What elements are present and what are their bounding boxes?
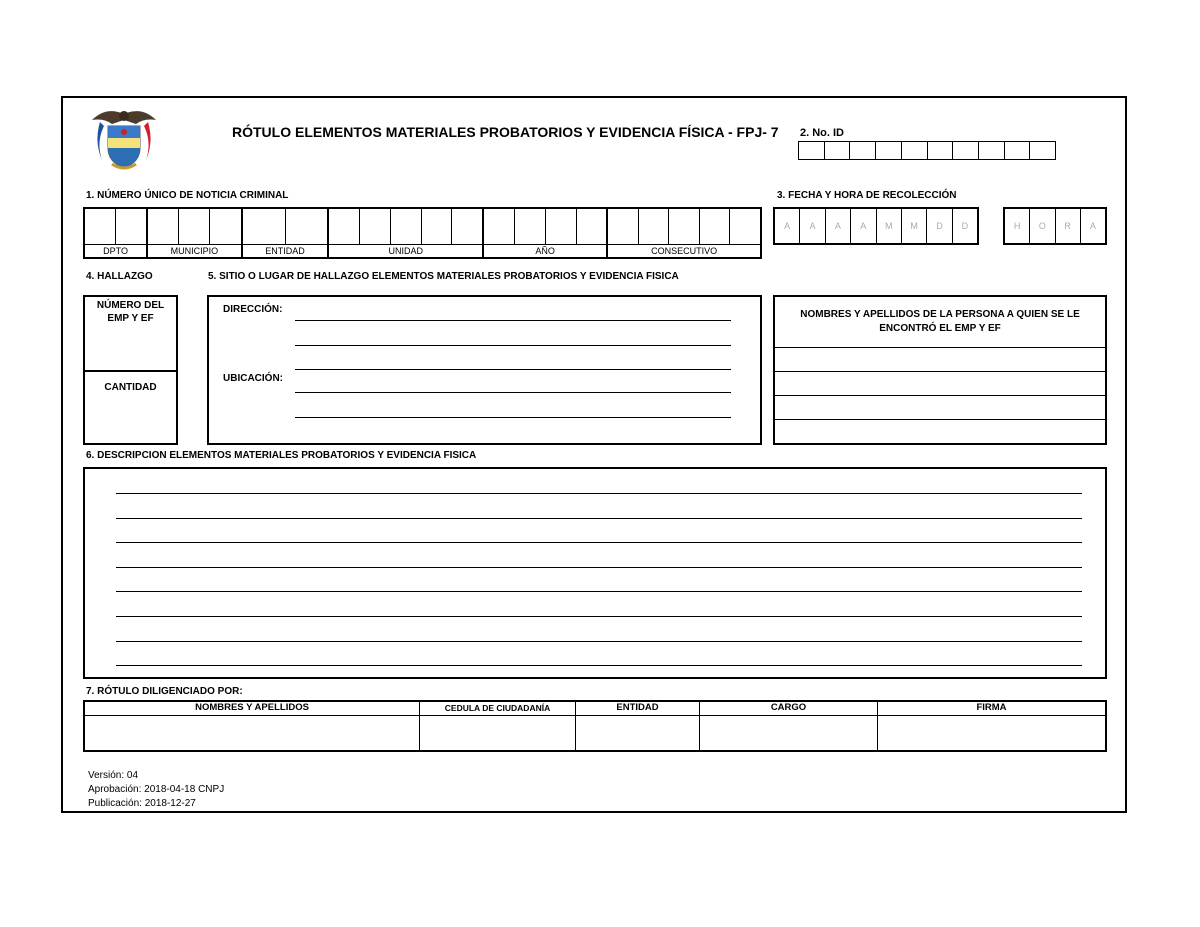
entidad-input[interactable]: [576, 716, 700, 751]
placeholder-cell[interactable]: M: [877, 209, 902, 243]
digit-cell[interactable]: [85, 209, 116, 244]
id-cell[interactable]: [1005, 142, 1031, 159]
ubicacion-label: UBICACIÓN:: [223, 373, 283, 384]
col-entidad: ENTIDAD: [576, 702, 700, 715]
direccion-line-2[interactable]: [295, 345, 731, 346]
cantidad-cell[interactable]: [85, 372, 176, 393]
persona-header: [775, 297, 1105, 348]
publicacion-text: Publicación: 2018-12-27: [88, 798, 196, 809]
digit-cell[interactable]: [286, 209, 328, 244]
digit-cell[interactable]: [179, 209, 210, 244]
id-cell[interactable]: [979, 142, 1005, 159]
id-cell[interactable]: [928, 142, 954, 159]
placeholder-cell[interactable]: A: [800, 209, 825, 243]
field-label: CONSECUTIVO: [651, 246, 718, 256]
col-firma: FIRMA: [976, 702, 1007, 713]
hora-input-grid[interactable]: [1003, 207, 1107, 245]
placeholder-cell[interactable]: A: [775, 209, 800, 243]
field-label: DPTO: [103, 246, 128, 256]
section3-label: 3. FECHA Y HORA DE RECOLECCIÓN: [777, 190, 957, 201]
id-cell[interactable]: [902, 142, 928, 159]
field-group-año: [482, 209, 606, 257]
digit-cell[interactable]: [422, 209, 453, 244]
id-cell[interactable]: [953, 142, 979, 159]
digit-cell[interactable]: [360, 209, 391, 244]
section6-label: 6. DESCRIPCION ELEMENTOS MATERIALES PROBATORIOS Y EVIDENCIA FISICA: [86, 450, 477, 461]
persona-row[interactable]: [775, 396, 1105, 420]
hallazgo-box: [83, 295, 178, 445]
id-cell[interactable]: [850, 142, 876, 159]
placeholder-cell[interactable]: D: [961, 221, 969, 231]
persona-row[interactable]: [775, 348, 1105, 372]
placeholder-cell[interactable]: M: [902, 209, 927, 243]
ubicacion-line-1[interactable]: [295, 392, 731, 393]
placeholder-cell[interactable]: A: [1089, 221, 1096, 231]
digit-cell[interactable]: [452, 209, 482, 244]
digit-cell[interactable]: [639, 209, 670, 244]
descripcion-line[interactable]: [116, 542, 1082, 543]
cantidad-label: CANTIDAD: [104, 382, 157, 393]
placeholder-cell[interactable]: D: [927, 209, 952, 243]
field-group-consecutivo: [606, 209, 760, 257]
descripcion-line[interactable]: [116, 518, 1082, 519]
field-group-municipio: [146, 209, 241, 257]
persona-label: NOMBRES Y APELLIDOS DE LA PERSONA A QUIEN SE LE ENCONTRÓ EL EMP Y EF: [800, 309, 1080, 334]
fecha-input-grid[interactable]: [773, 207, 979, 245]
digit-cell[interactable]: [700, 209, 731, 244]
aprobacion-text: Aprobación: 2018-04-18 CNPJ: [88, 784, 225, 795]
descripcion-line[interactable]: [116, 567, 1082, 568]
ubicacion-line-2[interactable]: [295, 417, 731, 418]
descripcion-line[interactable]: [116, 493, 1082, 494]
direccion-line-3[interactable]: [295, 369, 731, 370]
col-nombres: NOMBRES Y APELLIDOS: [85, 702, 420, 715]
field-label: ENTIDAD: [265, 246, 305, 256]
placeholder-cell[interactable]: A: [851, 209, 876, 243]
section5-label: 5. SITIO O LUGAR DE HALLAZGO ELEMENTOS MATERIALES PROBATORIOS Y EVIDENCIA FISICA: [208, 271, 679, 282]
digit-cell[interactable]: [669, 209, 700, 244]
id-cell[interactable]: [876, 142, 902, 159]
digit-cell[interactable]: [329, 209, 360, 244]
section4-label: 4. HALLAZGO: [86, 271, 153, 282]
id-label: 2. No. ID: [800, 127, 845, 139]
sitio-box: [207, 295, 762, 445]
persona-box: [773, 295, 1107, 445]
digit-cell[interactable]: [210, 209, 240, 244]
cedula-input[interactable]: [420, 716, 576, 751]
field-group-unidad: [327, 209, 482, 257]
footer-info: [88, 769, 224, 811]
digit-cell[interactable]: [243, 209, 286, 244]
descripcion-box: [83, 467, 1107, 679]
noticia-criminal-grid[interactable]: [83, 207, 762, 259]
descripcion-line[interactable]: [116, 641, 1082, 642]
digit-cell[interactable]: [577, 209, 607, 244]
field-label: UNIDAD: [388, 246, 424, 256]
descripcion-line[interactable]: [116, 665, 1082, 666]
col-cargo: CARGO: [700, 702, 878, 715]
table-row: [85, 716, 1105, 751]
digit-cell[interactable]: [515, 209, 546, 244]
field-label: AÑO: [535, 246, 555, 256]
id-cell[interactable]: [1030, 142, 1056, 159]
form-title: RÓTULO ELEMENTOS MATERIALES PROBATORIOS Y EVIDENCIA FÍSICA - FPJ- 7: [232, 124, 779, 140]
digit-cell[interactable]: [148, 209, 179, 244]
persona-row[interactable]: [775, 372, 1105, 396]
numero-emp-label: NÚMERO DEL EMP Y EF: [96, 300, 165, 324]
numero-emp-cell[interactable]: [85, 297, 176, 372]
section1-label: 1. NÚMERO ÚNICO DE NOTICIA CRIMINAL: [86, 190, 289, 201]
digit-cell[interactable]: [546, 209, 577, 244]
id-cell[interactable]: [799, 142, 825, 159]
descripcion-line[interactable]: [116, 616, 1082, 617]
digit-cell[interactable]: [116, 209, 146, 244]
diligenciado-table: [83, 700, 1107, 752]
placeholder-cell[interactable]: R: [1056, 209, 1081, 243]
field-group-dpto: [85, 209, 146, 257]
coat-of-arms-logo: [88, 102, 160, 174]
digit-cell[interactable]: [608, 209, 639, 244]
id-cell[interactable]: [825, 142, 851, 159]
direccion-label: DIRECCIÓN:: [223, 304, 283, 315]
placeholder-cell[interactable]: H: [1005, 209, 1030, 243]
digit-cell[interactable]: [484, 209, 515, 244]
descripcion-line[interactable]: [116, 591, 1082, 592]
cargo-input[interactable]: [700, 716, 878, 751]
firma-input[interactable]: [878, 716, 1105, 751]
table-header-row: [85, 702, 1105, 716]
nombres-input[interactable]: [85, 716, 420, 751]
placeholder-cell[interactable]: A: [826, 209, 851, 243]
section7-label: 7. RÓTULO DILIGENCIADO POR:: [86, 686, 243, 697]
field-label: MUNICIPIO: [170, 246, 219, 256]
field-group-entidad: [241, 209, 328, 257]
id-input-grid[interactable]: [798, 141, 1056, 160]
placeholder-cell[interactable]: O: [1030, 209, 1055, 243]
digit-cell[interactable]: [391, 209, 422, 244]
digit-cell[interactable]: [730, 209, 760, 244]
direccion-line-1[interactable]: [295, 320, 731, 321]
col-cedula: CEDULA DE CIUDADANÍA: [420, 702, 576, 715]
version-text: Versión: 04: [88, 770, 139, 781]
